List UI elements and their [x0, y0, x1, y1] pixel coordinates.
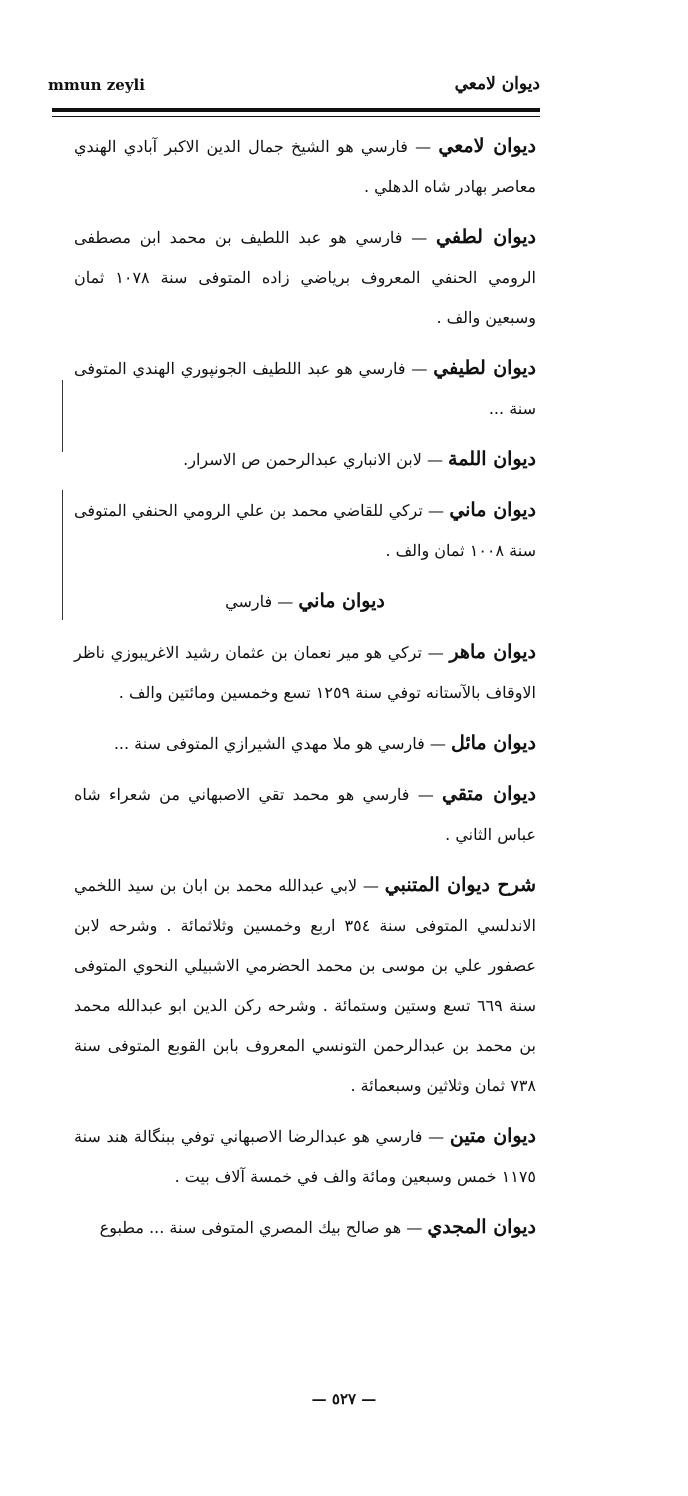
entry-text: — فارسي هو عبد اللطيف الجونپوري الهندي المتوفى سنة ...: [74, 359, 536, 418]
entry-text: — فارسي هو محمد تقي الاصبهاني من شعراء شاه عباس الثاني .: [74, 785, 536, 844]
entry-title: ديوان مائل: [450, 732, 536, 754]
entry: [74, 439, 536, 480]
entry-title: ديوان لطفي: [436, 226, 536, 248]
entry: [74, 632, 536, 713]
entry-text: — فارسي هو ملا مهدي الشيرازي المتوفى سنة ...: [113, 734, 451, 753]
entry: [74, 126, 536, 207]
entry-text: — تركي هو مير نعمان بن عثمان رشيد الاغريبوزي ناظر الاوقاف بالآستانه توفي سنة ١٢٥٩ تسع وخمسين ومائتين والف .: [74, 643, 536, 702]
header-rule-thick: [52, 108, 540, 112]
entry-text: — هو صالح بيك المصري المتوفى سنة ... مطبوع: [99, 1218, 428, 1237]
entry: [74, 1116, 536, 1197]
entry-title: شرح ديوان المتنبي: [384, 874, 536, 896]
entry-text: — لابي عبدالله محمد بن ابان بن سيد اللخمي الاندلسي المتوفى سنة ٣٥٤ اربع وخمسين وثلاثمائة . وشرحه لابن عصفور علي بن موسى بن محمد الحضرمي الاشبيلي النحوي المتوفى سنة ٦٦٩ تسع وستين وستمائة . وشرحه ركن الدين ابو عبدالله محمد بن محمد بن عبدالرحمن التونسي المعروف بابن القوبع المتوفى سنة ٧٣٨ ثمان وثلاثين وسبعمائة .: [74, 876, 536, 1095]
entry-title: ديوان لامعي: [438, 135, 536, 157]
entry-title: ديوان اللمة: [448, 448, 536, 470]
entry: [74, 865, 536, 1106]
entry: [74, 348, 536, 429]
entry: [74, 490, 536, 571]
running-header: [48, 76, 540, 112]
entry-title: ديوان المجدي: [427, 1216, 536, 1238]
page-number: — ٥٢٧ —: [311, 1390, 377, 1408]
entry-text: — لابن الانباري عبدالرحمن ص الاسرار.: [183, 450, 449, 469]
header-rule-thin: [52, 116, 540, 117]
entry-text: — فارسي هو عبدالرضا الاصبهاني توفي ببنگالة هند سنة ١١٧٥ خمس وسبعين ومائة والف في خمسة آلاف بيت .: [74, 1127, 536, 1186]
entry-text: — تركي للقاضي محمد بن علي الرومي الحنفي المتوفى سنة ١٠٠٨ ثمان والف .: [74, 501, 536, 560]
entry-text: — فارسي هو الشيخ جمال الدين الاكبر آبادي الهندي معاصر بهادر شاه الدهلي .: [74, 137, 536, 196]
entry-title: ديوان ماهر: [449, 641, 537, 663]
entry: [74, 1207, 536, 1248]
entry-title: ديوان متين: [449, 1125, 536, 1147]
entry-title: ديوان ماني: [298, 590, 385, 612]
entry: [74, 217, 536, 338]
header-right-title: ديوان لامعي: [454, 74, 540, 94]
entry: [74, 774, 536, 855]
entries-list: [74, 126, 536, 1258]
entry-text: — فارسي هو عبد اللطيف بن محمد ابن مصطفى الرومي الحنفي المعروف برياضي زاده المتوفى سنة ١٠٧٨ ثمان وسبعين والف .: [74, 228, 536, 327]
margin-line-lower: [62, 490, 63, 620]
entry-title: ديوان لطيفي: [433, 357, 537, 379]
entry-text: — فارسي: [225, 592, 299, 611]
entry-title: ديوان متقي: [442, 783, 536, 805]
entry: [74, 723, 536, 764]
header-left-text: mmun zeyli: [48, 76, 145, 94]
margin-line-upper: [62, 380, 63, 452]
entry: [74, 581, 536, 622]
entry-title: ديوان ماني: [449, 499, 536, 521]
